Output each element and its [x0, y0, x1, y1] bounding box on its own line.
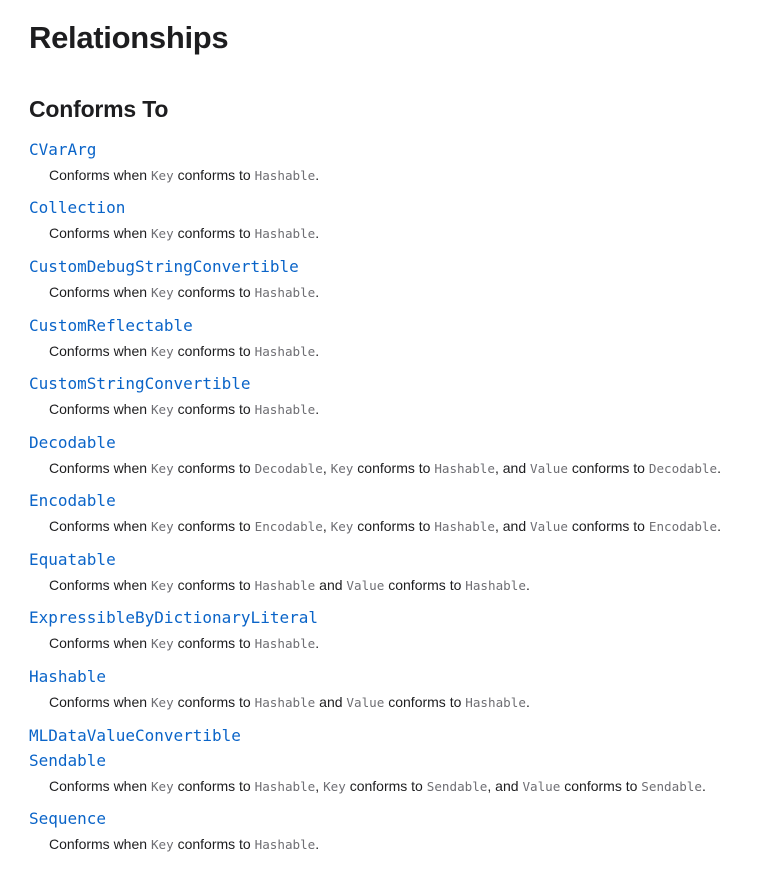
description-text: conforms to: [173, 778, 255, 794]
description-text: .: [315, 635, 320, 651]
description-text: conforms to: [567, 460, 649, 476]
conformance-description: [49, 458, 721, 479]
code-voice: Key: [150, 779, 174, 794]
code-voice: Hashable: [254, 578, 316, 593]
code-voice: Hashable: [254, 168, 316, 183]
code-voice: Hashable: [254, 779, 316, 794]
code-voice: Encodable: [648, 519, 718, 534]
code-voice: Hashable: [254, 344, 316, 359]
conformance-description: [49, 282, 319, 303]
description-text: .: [315, 836, 320, 852]
description-text: conforms to: [173, 460, 255, 476]
description-text: Conforms when: [49, 836, 151, 852]
code-voice: Key: [150, 695, 174, 710]
code-voice: Hashable: [254, 226, 316, 241]
description-text: .: [525, 577, 530, 593]
code-voice: Key: [150, 578, 174, 593]
page-title: Relationships: [29, 20, 229, 55]
description-text: conforms to: [173, 836, 255, 852]
description-text: conforms to: [173, 225, 255, 241]
description-text: conforms to: [173, 284, 255, 300]
conformance-description: [49, 776, 706, 797]
code-voice: Key: [150, 461, 174, 476]
description-text: Conforms when: [49, 225, 151, 241]
code-voice: Hashable: [254, 837, 316, 852]
code-voice: Key: [150, 402, 174, 417]
description-text: conforms to: [384, 577, 466, 593]
code-voice: Value: [522, 779, 561, 794]
code-voice: Value: [530, 461, 568, 476]
description-text: Conforms when: [49, 401, 151, 417]
description-text: conforms to: [353, 460, 435, 476]
conformance-link-custom-string-convertible[interactable]: CustomStringConvertible: [29, 374, 251, 393]
description-text: .: [315, 167, 320, 183]
code-voice: Hashable: [254, 402, 316, 417]
code-voice: Key: [150, 837, 174, 852]
code-voice: Value: [346, 578, 385, 593]
conformance-link-collection[interactable]: Collection: [29, 198, 126, 217]
description-text: , and: [487, 778, 523, 794]
code-voice: Key: [150, 285, 174, 300]
code-voice: Key: [150, 168, 174, 183]
description-text: conforms to: [345, 778, 427, 794]
code-voice: Value: [346, 695, 385, 710]
conformance-description: [49, 516, 721, 537]
description-text: Conforms when: [49, 343, 151, 359]
description-text: and: [315, 577, 347, 593]
description-text: .: [315, 284, 320, 300]
description-text: conforms to: [173, 167, 255, 183]
code-voice: Key: [330, 519, 354, 534]
conformance-link-encodable[interactable]: Encodable: [29, 491, 116, 510]
conformance-link-equatable[interactable]: Equatable: [29, 550, 116, 569]
conformance-description: [49, 834, 319, 855]
description-text: , and: [494, 518, 531, 534]
description-text: conforms to: [567, 518, 649, 534]
conformance-description: [49, 399, 319, 420]
conformance-description: [49, 223, 319, 244]
description-text: Conforms when: [49, 778, 151, 794]
conformance-link-decodable[interactable]: Decodable: [29, 433, 116, 452]
code-voice: Sendable: [426, 779, 488, 794]
conformance-description: [49, 575, 530, 596]
description-text: Conforms when: [49, 518, 151, 534]
description-text: ,: [322, 460, 331, 476]
code-voice: Key: [150, 226, 174, 241]
conformance-link-cvar-arg[interactable]: CVarArg: [29, 140, 97, 159]
description-text: conforms to: [173, 635, 255, 651]
code-voice: Hashable: [254, 285, 316, 300]
conformance-link-hashable[interactable]: Hashable: [29, 667, 107, 686]
code-voice: Key: [323, 779, 346, 794]
code-voice: Hashable: [434, 519, 495, 534]
code-voice: Key: [150, 636, 174, 651]
description-text: Conforms when: [49, 167, 151, 183]
conformance-link-custom-debug-string-convertible[interactable]: CustomDebugStringConvertible: [29, 257, 299, 276]
conformance-description: [49, 165, 319, 186]
description-text: .: [315, 401, 320, 417]
description-text: Conforms when: [49, 284, 151, 300]
description-text: .: [525, 694, 530, 710]
description-text: ,: [322, 518, 331, 534]
description-text: .: [315, 343, 320, 359]
code-voice: Key: [150, 519, 174, 534]
description-text: conforms to: [353, 518, 435, 534]
conformance-link-custom-reflectable[interactable]: CustomReflectable: [29, 316, 193, 335]
code-voice: Decodable: [648, 461, 718, 476]
conformance-description: [49, 341, 319, 362]
description-text: .: [717, 518, 721, 534]
description-text: ,: [315, 778, 324, 794]
description-text: Conforms when: [49, 460, 151, 476]
code-voice: Value: [530, 519, 568, 534]
description-text: conforms to: [173, 343, 255, 359]
code-voice: Hashable: [254, 636, 316, 651]
code-voice: Encodable: [254, 519, 323, 534]
description-text: conforms to: [384, 694, 466, 710]
description-text: Conforms when: [49, 694, 151, 710]
description-text: conforms to: [560, 778, 642, 794]
description-text: .: [315, 225, 320, 241]
description-text: Conforms when: [49, 577, 151, 593]
conformance-description: [49, 692, 530, 713]
code-voice: Decodable: [254, 461, 323, 476]
code-voice: Hashable: [254, 695, 316, 710]
description-text: , and: [494, 460, 531, 476]
conformance-link-mldata-value-convertible[interactable]: MLDataValueConvertible: [29, 726, 241, 745]
description-text: conforms to: [173, 518, 255, 534]
conformance-link-expressible-by-dictionary-literal[interactable]: ExpressibleByDictionaryLiteral: [29, 608, 318, 627]
conformance-link-sequence[interactable]: Sequence: [29, 809, 107, 828]
description-text: conforms to: [173, 694, 255, 710]
description-text: .: [701, 778, 706, 794]
code-voice: Sendable: [641, 779, 702, 794]
code-voice: Hashable: [465, 578, 526, 593]
conforms-to-heading: Conforms To: [29, 96, 169, 122]
description-text: .: [717, 460, 721, 476]
description-text: Conforms when: [49, 635, 151, 651]
code-voice: Key: [150, 344, 174, 359]
description-text: and: [315, 694, 347, 710]
code-voice: Hashable: [434, 461, 495, 476]
conformance-link-sendable[interactable]: Sendable: [29, 751, 107, 770]
description-text: conforms to: [173, 401, 255, 417]
code-voice: Key: [330, 461, 354, 476]
description-text: conforms to: [173, 577, 255, 593]
code-voice: Hashable: [465, 695, 526, 710]
conformance-description: [49, 633, 319, 654]
